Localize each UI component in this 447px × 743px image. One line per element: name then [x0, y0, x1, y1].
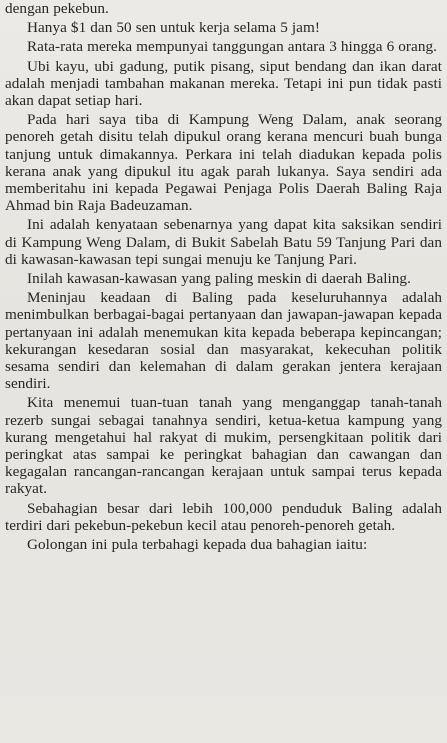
paragraph-9: Kita menemui tuan-tuan tanah yang menganggap tanah-tanah rezerb sungai sebagai tanahnya sendiri, ketua-ketua kampung yang kurang mengetahui hal rakyat di mukim, persengkitaan politik dari peringkat atas sampai ke peringkat bahagian dan cawangan dan kegagalan rancangan-rancangan kerajaan untuk sampai terus kepada rakyat.	[5, 394, 442, 498]
paragraph-8: Meninjau keadaan di Baling pada keseluruhannya adalah menimbulkan berbagai-bagai pertanyaan dan jawapan-jawapan kepada pertanyaan ini adalah menemukan kita kepada beberapa kepincangan; kekurangan kesedaran sosial dan masyarakat, kekecuhan politik sesama sendiri dan kelemahan di dalam gerakan jentera kerajaan sendiri.	[5, 289, 442, 393]
paragraph-10: Sebahagian besar dari lebih 100,000 penduduk Baling adalah terdiri dari pekebun-pekebun kecil atau penoreh-penoreh getah.	[5, 499, 442, 534]
paragraph-1: dengan pekebun.	[5, 0, 109, 17]
paragraph-4: Ubi kayu, ubi gadung, putik pisang, siput bendang dan ikan darat adalah menjadi tambahan makanan mereka. Tetapi ini pun tidak pasti akan dapat setiap hari.	[5, 57, 442, 110]
paragraph-5: Pada hari saya tiba di Kampung Weng Dalam, anak seorang penoreh getah disitu telah dipukul orang kerana mencuri buah bunga tanjung untuk dimakannya. Perkara ini telah diadukan kepada polis kerana anak yang dipukul itu agak parah lukanya. Saya sendiri ada memberitahu ini kepada Pegawai Penjaga Polis Daerah Baling Raja Ahmad bin Raja Badeuzaman.	[5, 111, 442, 215]
paragraph-7: Inilah kawasan-kawasan yang paling meskin di daerah Baling.	[27, 270, 411, 288]
paragraph-3: Rata-rata mereka mempunyai tanggungan antara 3 hingga 6 orang.	[27, 38, 437, 56]
paragraph-6: Ini adalah kenyataan sebenarnya yang dapat kita saksikan sendiri di Kampung Weng Dalam, di Bukit Sabelah Batu 59 Tanjung Pari dan di kawasan-kawasan tepi sungai menuju ke Tanjung Pari.	[5, 216, 442, 268]
paragraph-11: Golongan ini pula terbahagi kepada dua bahagian iaitu:	[27, 536, 368, 554]
article-column	[5, 0, 442, 555]
paragraph-2: Hanya $1 dan 50 sen untuk kerja selama 5 jam!	[27, 19, 320, 37]
